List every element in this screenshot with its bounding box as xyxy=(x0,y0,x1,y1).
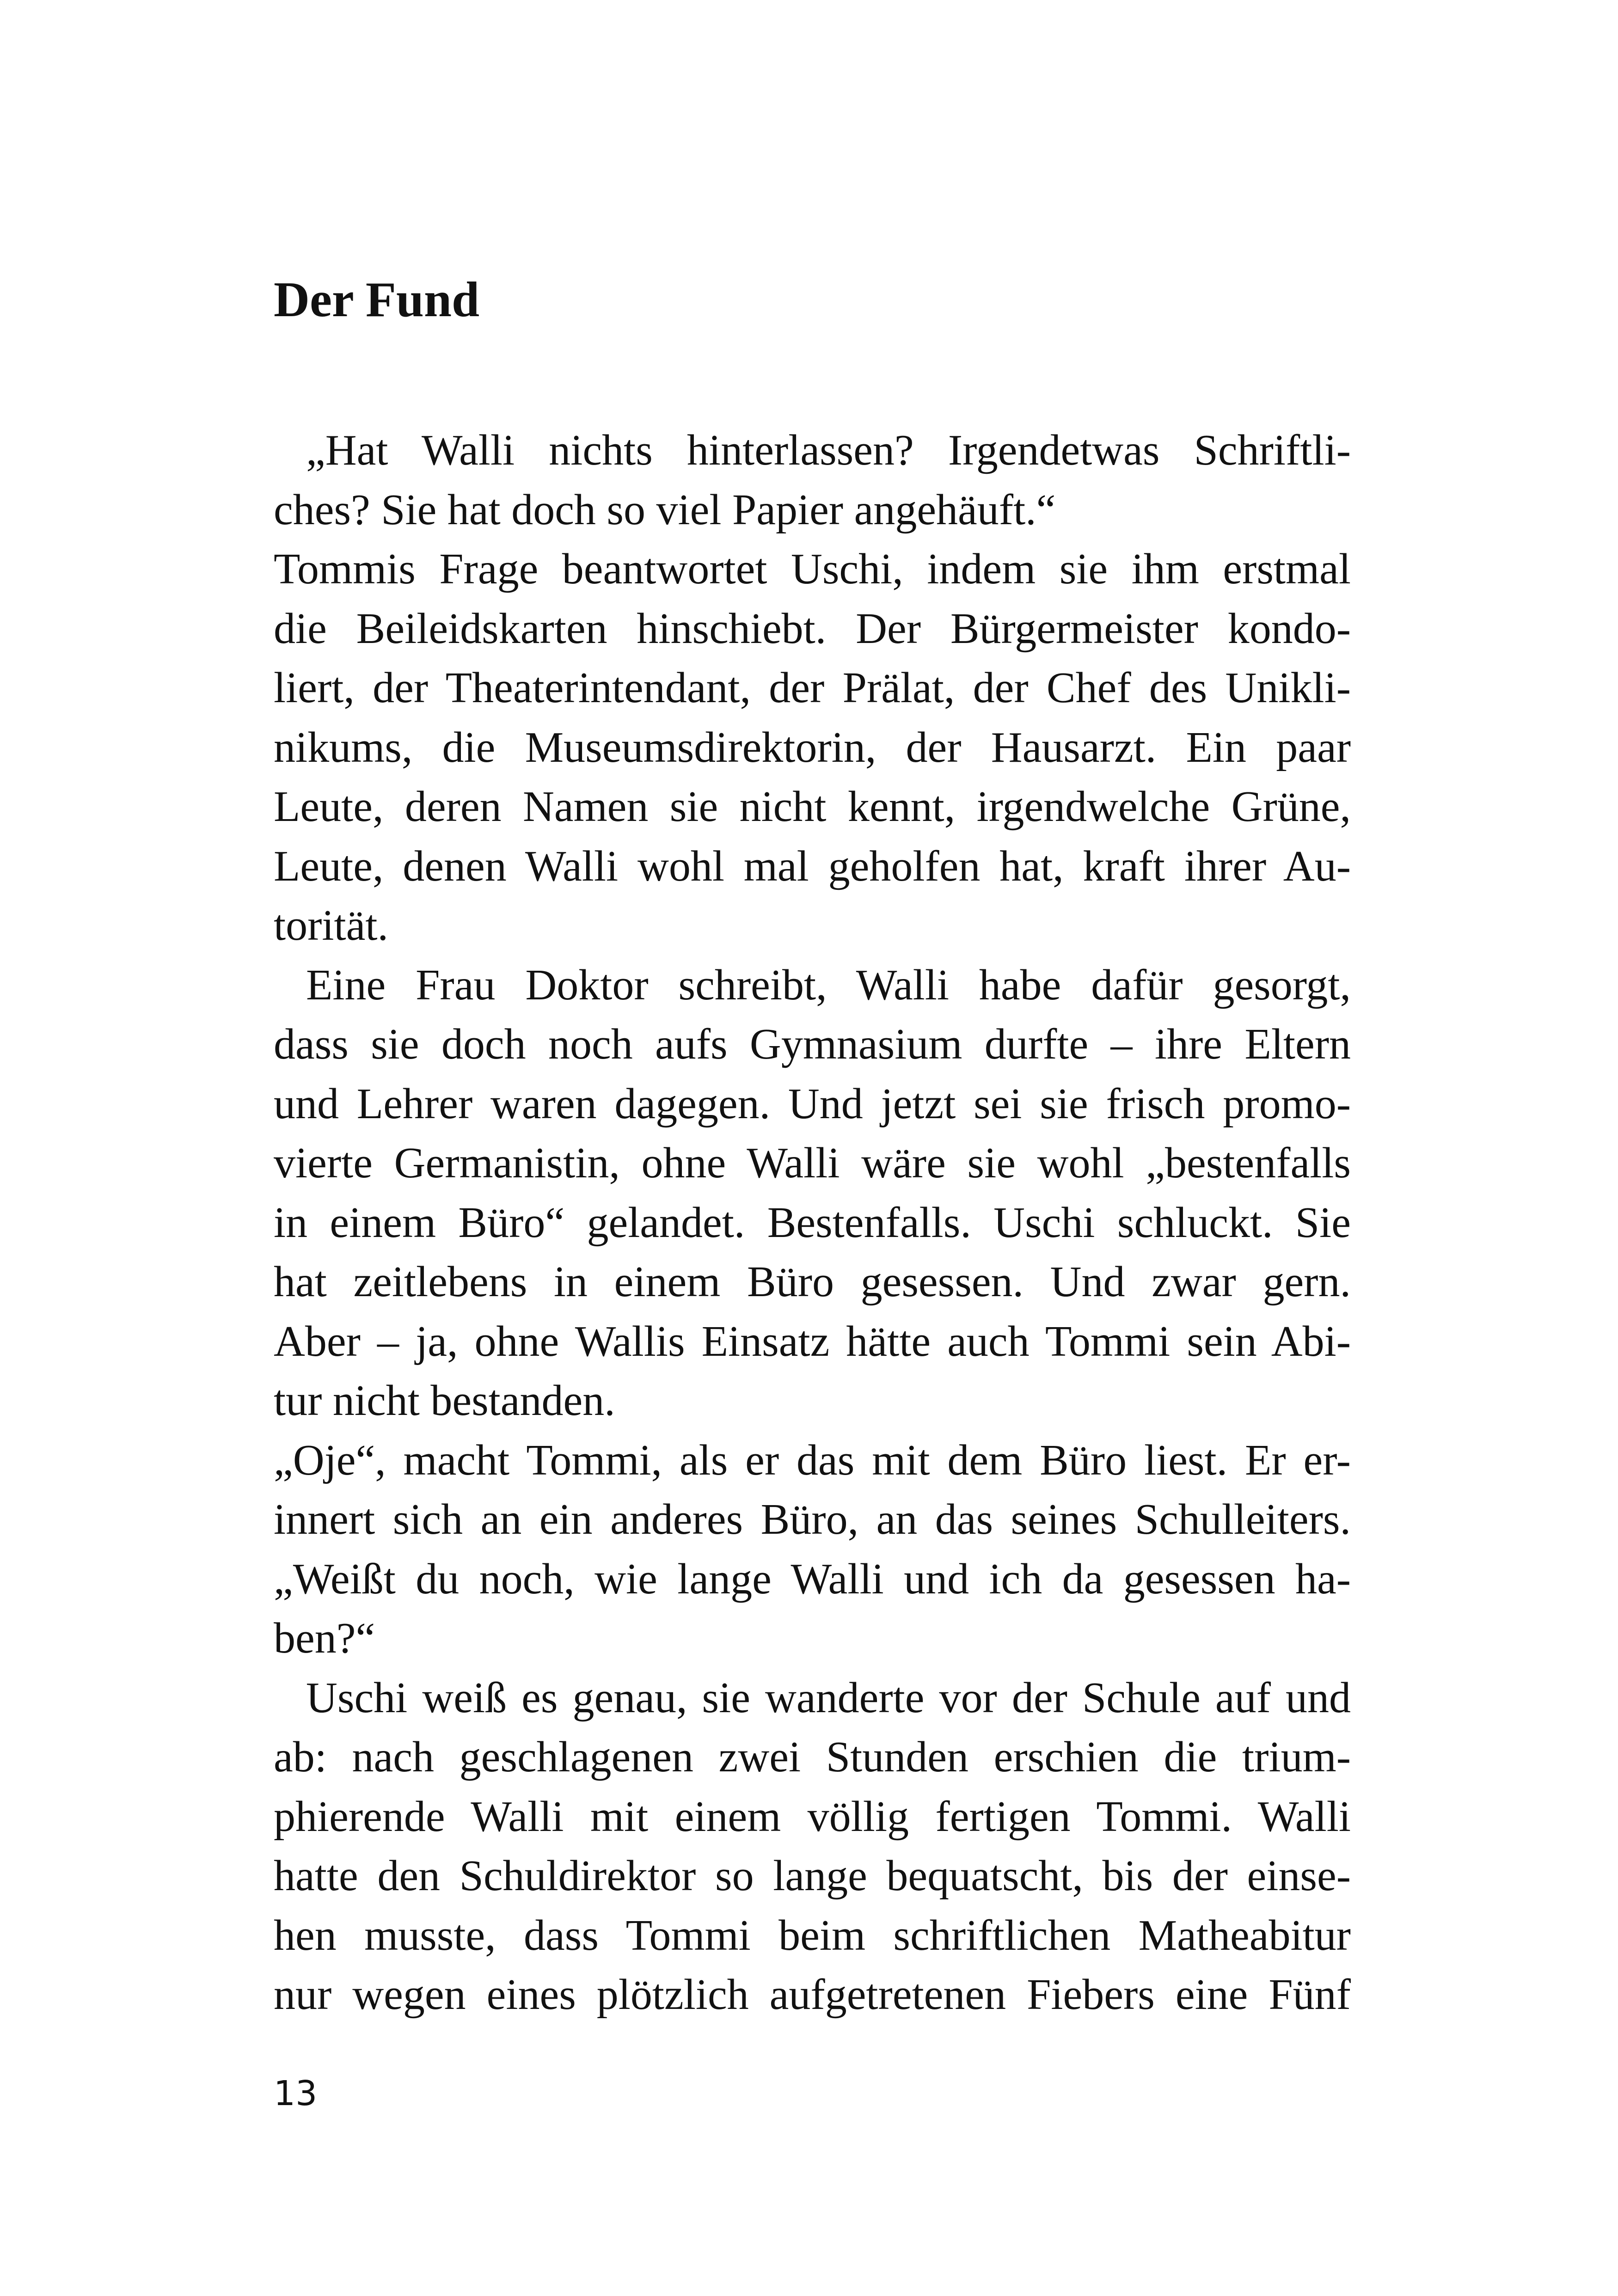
text-line: innert sich an ein anderes Büro, an das seines Schulleiters. xyxy=(274,1495,1351,1543)
text-line: ben?“ xyxy=(274,1614,375,1662)
text-line: vierte Germanistin, ohne Walli wäre sie wohl „bestenfalls xyxy=(274,1139,1351,1187)
text-line: Leute, deren Namen sie nicht kennt, irgendwelche Grüne, xyxy=(274,783,1351,831)
text-line: torität. xyxy=(274,901,388,949)
text-line: phierende Walli mit einem völlig fertigen Tommi. Walli xyxy=(274,1792,1351,1841)
text-line: tur nicht bestanden. xyxy=(274,1377,615,1425)
text-line: nikums, die Museumsdirektorin, der Hausarzt. Ein paar xyxy=(274,723,1351,771)
chapter-title: Der Fund xyxy=(274,272,480,327)
text-line: hat zeitlebens in einem Büro gesessen. Und zwar gern. xyxy=(274,1258,1351,1306)
text-line: ab: nach geschlagenen zwei Stunden erschien die trium- xyxy=(274,1733,1351,1781)
text-line: Leute, denen Walli wohl mal geholfen hat, kraft ihrer Au- xyxy=(274,842,1351,890)
text-line: die Beileidskarten hinschiebt. Der Bürgermeister kondo- xyxy=(274,604,1351,653)
text-line: ches? Sie hat doch so viel Papier angehäuft.“ xyxy=(274,485,1056,534)
text-line: „Weißt du noch, wie lange Walli und ich da gesessen ha- xyxy=(274,1555,1351,1603)
text-line: Aber – ja, ohne Wallis Einsatz hätte auch Tommi sein Abi- xyxy=(274,1317,1351,1365)
text-line: hatte den Schuldirektor so lange bequatscht, bis der einse- xyxy=(274,1852,1351,1900)
text-line: Tommis Frage beantwortet Uschi, indem sie ihm erstmal xyxy=(274,545,1351,593)
text-line: Eine Frau Doktor schreibt, Walli habe dafür gesorgt, xyxy=(306,961,1351,1009)
body-text xyxy=(274,421,1351,2025)
text-line: „Hat Walli nichts hinterlassen? Irgendetwas Schriftli- xyxy=(306,426,1351,474)
text-line: Uschi weiß es genau, sie wanderte vor der Schule auf und xyxy=(306,1673,1351,1722)
text-line: nur wegen eines plötzlich aufgetretenen Fiebers eine Fünf xyxy=(274,1971,1351,2019)
text-line: hen musste, dass Tommi beim schriftlichen Matheabitur xyxy=(274,1911,1351,1959)
text-line: „Oje“, macht Tommi, als er das mit dem Büro liest. Er er- xyxy=(274,1436,1351,1484)
page-number: 13 xyxy=(274,2074,318,2113)
text-line: dass sie doch noch aufs Gymnasium durfte – ihre Eltern xyxy=(274,1020,1351,1068)
text-line: und Lehrer waren dagegen. Und jetzt sei sie frisch promo- xyxy=(274,1079,1351,1128)
text-line: in einem Büro“ gelandet. Bestenfalls. Uschi schluckt. Sie xyxy=(274,1198,1351,1247)
text-line: liert, der Theaterintendant, der Prälat, der Chef des Unikli- xyxy=(274,664,1351,712)
